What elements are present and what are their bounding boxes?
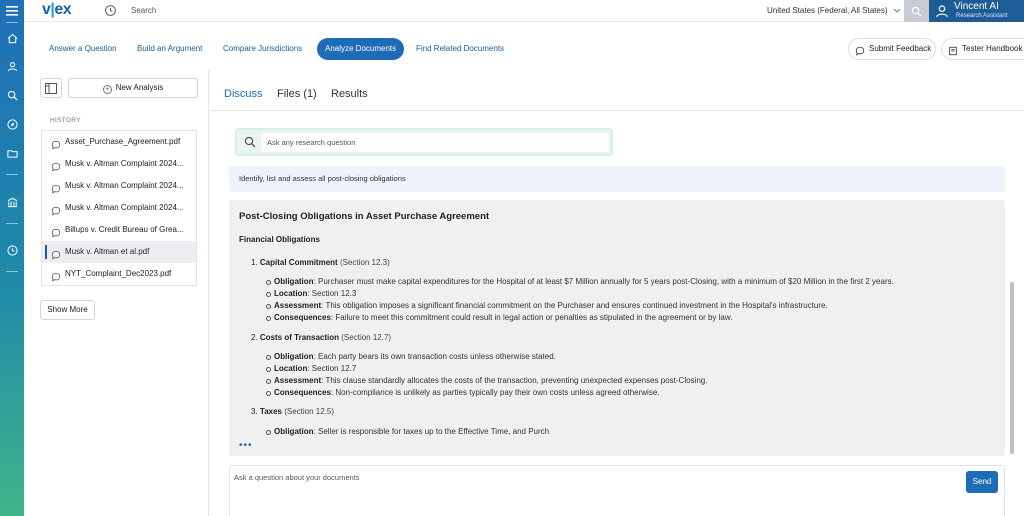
history-item-active[interactable] (42, 241, 196, 263)
vlex-logo[interactable]: v|ex (42, 1, 72, 18)
obligation-bullet: Location: Section 12.7 (274, 364, 357, 373)
obligation-bullet: Obligation: Each party bears its own transaction costs unless otherwise stated. (274, 352, 556, 361)
panel-divider (208, 70, 209, 516)
chat-bubble-icon (51, 137, 61, 147)
chat-bubble-icon (855, 44, 865, 54)
tester-handbook-label: Tester Handbook (962, 44, 1023, 53)
users-icon[interactable] (5, 59, 19, 73)
history-item[interactable] (42, 131, 196, 153)
document-question-input[interactable] (234, 470, 934, 484)
chat-bubble-icon (51, 181, 61, 191)
history-item-label: Musk v. Altman Complaint 2024... (65, 159, 184, 168)
answer-title: Post-Closing Obligations in Asset Purchase Agreement (239, 211, 490, 222)
sidebar-toggle-button[interactable] (40, 78, 62, 98)
jurisdiction-selector[interactable]: United States (Federal, All States) (767, 6, 888, 15)
rail-divider (6, 22, 18, 23)
submit-feedback-label: Submit Feedback (869, 44, 932, 53)
history-item-label: Billups v. Credit Bureau of Grea... (65, 225, 184, 234)
answer-scrollbar[interactable] (1008, 200, 1016, 456)
show-more-button[interactable]: Show More (40, 300, 95, 320)
chat-bubble-icon (51, 159, 61, 169)
history-item[interactable] (42, 175, 196, 197)
history-item[interactable] (42, 197, 196, 219)
answer-panel (229, 200, 1005, 456)
chat-bubble-icon (51, 203, 61, 213)
tab-files[interactable]: Files (1) (277, 88, 317, 100)
research-question-input[interactable] (261, 133, 609, 152)
history-list (41, 130, 197, 286)
search-icon (244, 136, 256, 148)
new-analysis-button[interactable] (68, 78, 198, 98)
obligation-bullet: Consequences: Failure to meet this commitment could result in legal action or penalties as stipulated in the agreement or by law. (274, 313, 733, 322)
tab-analyze-documents[interactable]: Analyze Documents (317, 38, 404, 60)
history-item[interactable] (42, 153, 196, 175)
user-query: Identify, list and assess all post-closing obligations (229, 166, 1005, 192)
left-rail (0, 0, 24, 516)
search-icon[interactable] (5, 88, 19, 102)
obligation-bullet: Assessment: This clause standardly allocates the costs of the transaction, preventing unexpected expenses post-Closing. (274, 376, 708, 385)
menu-icon[interactable] (5, 4, 19, 18)
chat-bubble-icon (51, 247, 61, 257)
history-item-label: NYT_Complaint_Dec2023.pdf (65, 269, 172, 278)
tab-discuss[interactable]: Discuss (224, 88, 263, 100)
obligation-bullet: Assessment: This obligation imposes a significant financial commitment on the Purchaser and ensures continued investment in the Hospital's infrastructure. (274, 301, 828, 310)
rail-divider (6, 271, 18, 272)
answer-section-heading: Financial Obligations (239, 235, 320, 244)
obligation-heading: 2. Costs of Transaction (Section 12.7) (251, 333, 392, 342)
book-icon (948, 44, 958, 54)
new-analysis-label: New Analysis (115, 83, 164, 92)
plus-icon: + (103, 85, 112, 94)
user-icon (935, 4, 949, 18)
history-item-label: Asset_Purchase_Agreement.pdf (65, 137, 181, 146)
obligation-bullet: Consequences: Non-compliance is unlikely as parties typically pay their own costs unless agreed otherwise. (274, 388, 660, 397)
clock-icon[interactable] (5, 243, 19, 257)
tab-find-related-documents[interactable]: Find Related Documents (416, 44, 505, 53)
top-search-button[interactable] (904, 0, 929, 22)
tab-answer-a-question[interactable]: Answer a Question (49, 44, 117, 53)
submit-feedback-button[interactable] (848, 38, 936, 60)
tab-compare-jurisdictions[interactable]: Compare Jurisdictions (223, 44, 303, 53)
tabs-divider (210, 110, 1024, 111)
scrollbar-thumb[interactable] (1010, 282, 1014, 454)
history-heading: HISTORY (50, 117, 81, 124)
research-question-box (235, 128, 613, 156)
library-icon[interactable] (5, 195, 19, 209)
obligation-bullet: Obligation: Seller is responsible for taxes up to the Effective Time, and Purch (274, 427, 550, 436)
search-icon (911, 6, 922, 17)
history-item[interactable] (42, 219, 196, 241)
folder-icon[interactable] (5, 146, 19, 160)
history-icon[interactable] (104, 4, 117, 17)
tab-build-an-argument[interactable]: Build an Argument (137, 44, 203, 53)
obligation-bullet: Obligation: Purchaser must make capital expenditures for the Hospital of at least $7 Million annually for 5 years post-Closing, with a minimum of $20 Million in the first 2 years. (274, 277, 894, 286)
history-item[interactable] (42, 263, 196, 285)
send-button[interactable]: Send (966, 471, 998, 493)
obligation-heading: 3. Taxes (Section 12.5) (251, 407, 335, 416)
top-search-field[interactable]: Search (131, 6, 157, 15)
tab-results[interactable]: Results (331, 88, 368, 100)
typing-indicator: ••• (239, 440, 253, 451)
rail-divider (6, 174, 18, 175)
chevron-down-icon[interactable] (892, 5, 902, 15)
obligation-bullet: Location: Section 12.3 (274, 289, 357, 298)
home-icon[interactable] (5, 31, 19, 45)
history-item-label: Musk v. Altman Complaint 2024... (65, 181, 184, 190)
obligation-heading: 1. Capital Commitment (Section 12.3) (251, 258, 390, 267)
top-bar (24, 0, 1024, 22)
history-item-label: Musk v. Altman Complaint 2024... (65, 203, 184, 212)
user-role: Research Assistant (956, 13, 1008, 19)
panel-icon (45, 83, 57, 94)
user-name: Vincent AI (954, 1, 999, 12)
compass-icon[interactable] (5, 117, 19, 131)
chat-bubble-icon (51, 269, 61, 279)
user-menu[interactable] (929, 0, 1024, 22)
chat-bubble-icon (51, 225, 61, 235)
history-item-label: Musk v. Altman et al.pdf (65, 247, 150, 256)
tester-handbook-button[interactable] (941, 38, 1024, 60)
rail-divider (6, 223, 18, 224)
document-question-area (229, 465, 1005, 516)
